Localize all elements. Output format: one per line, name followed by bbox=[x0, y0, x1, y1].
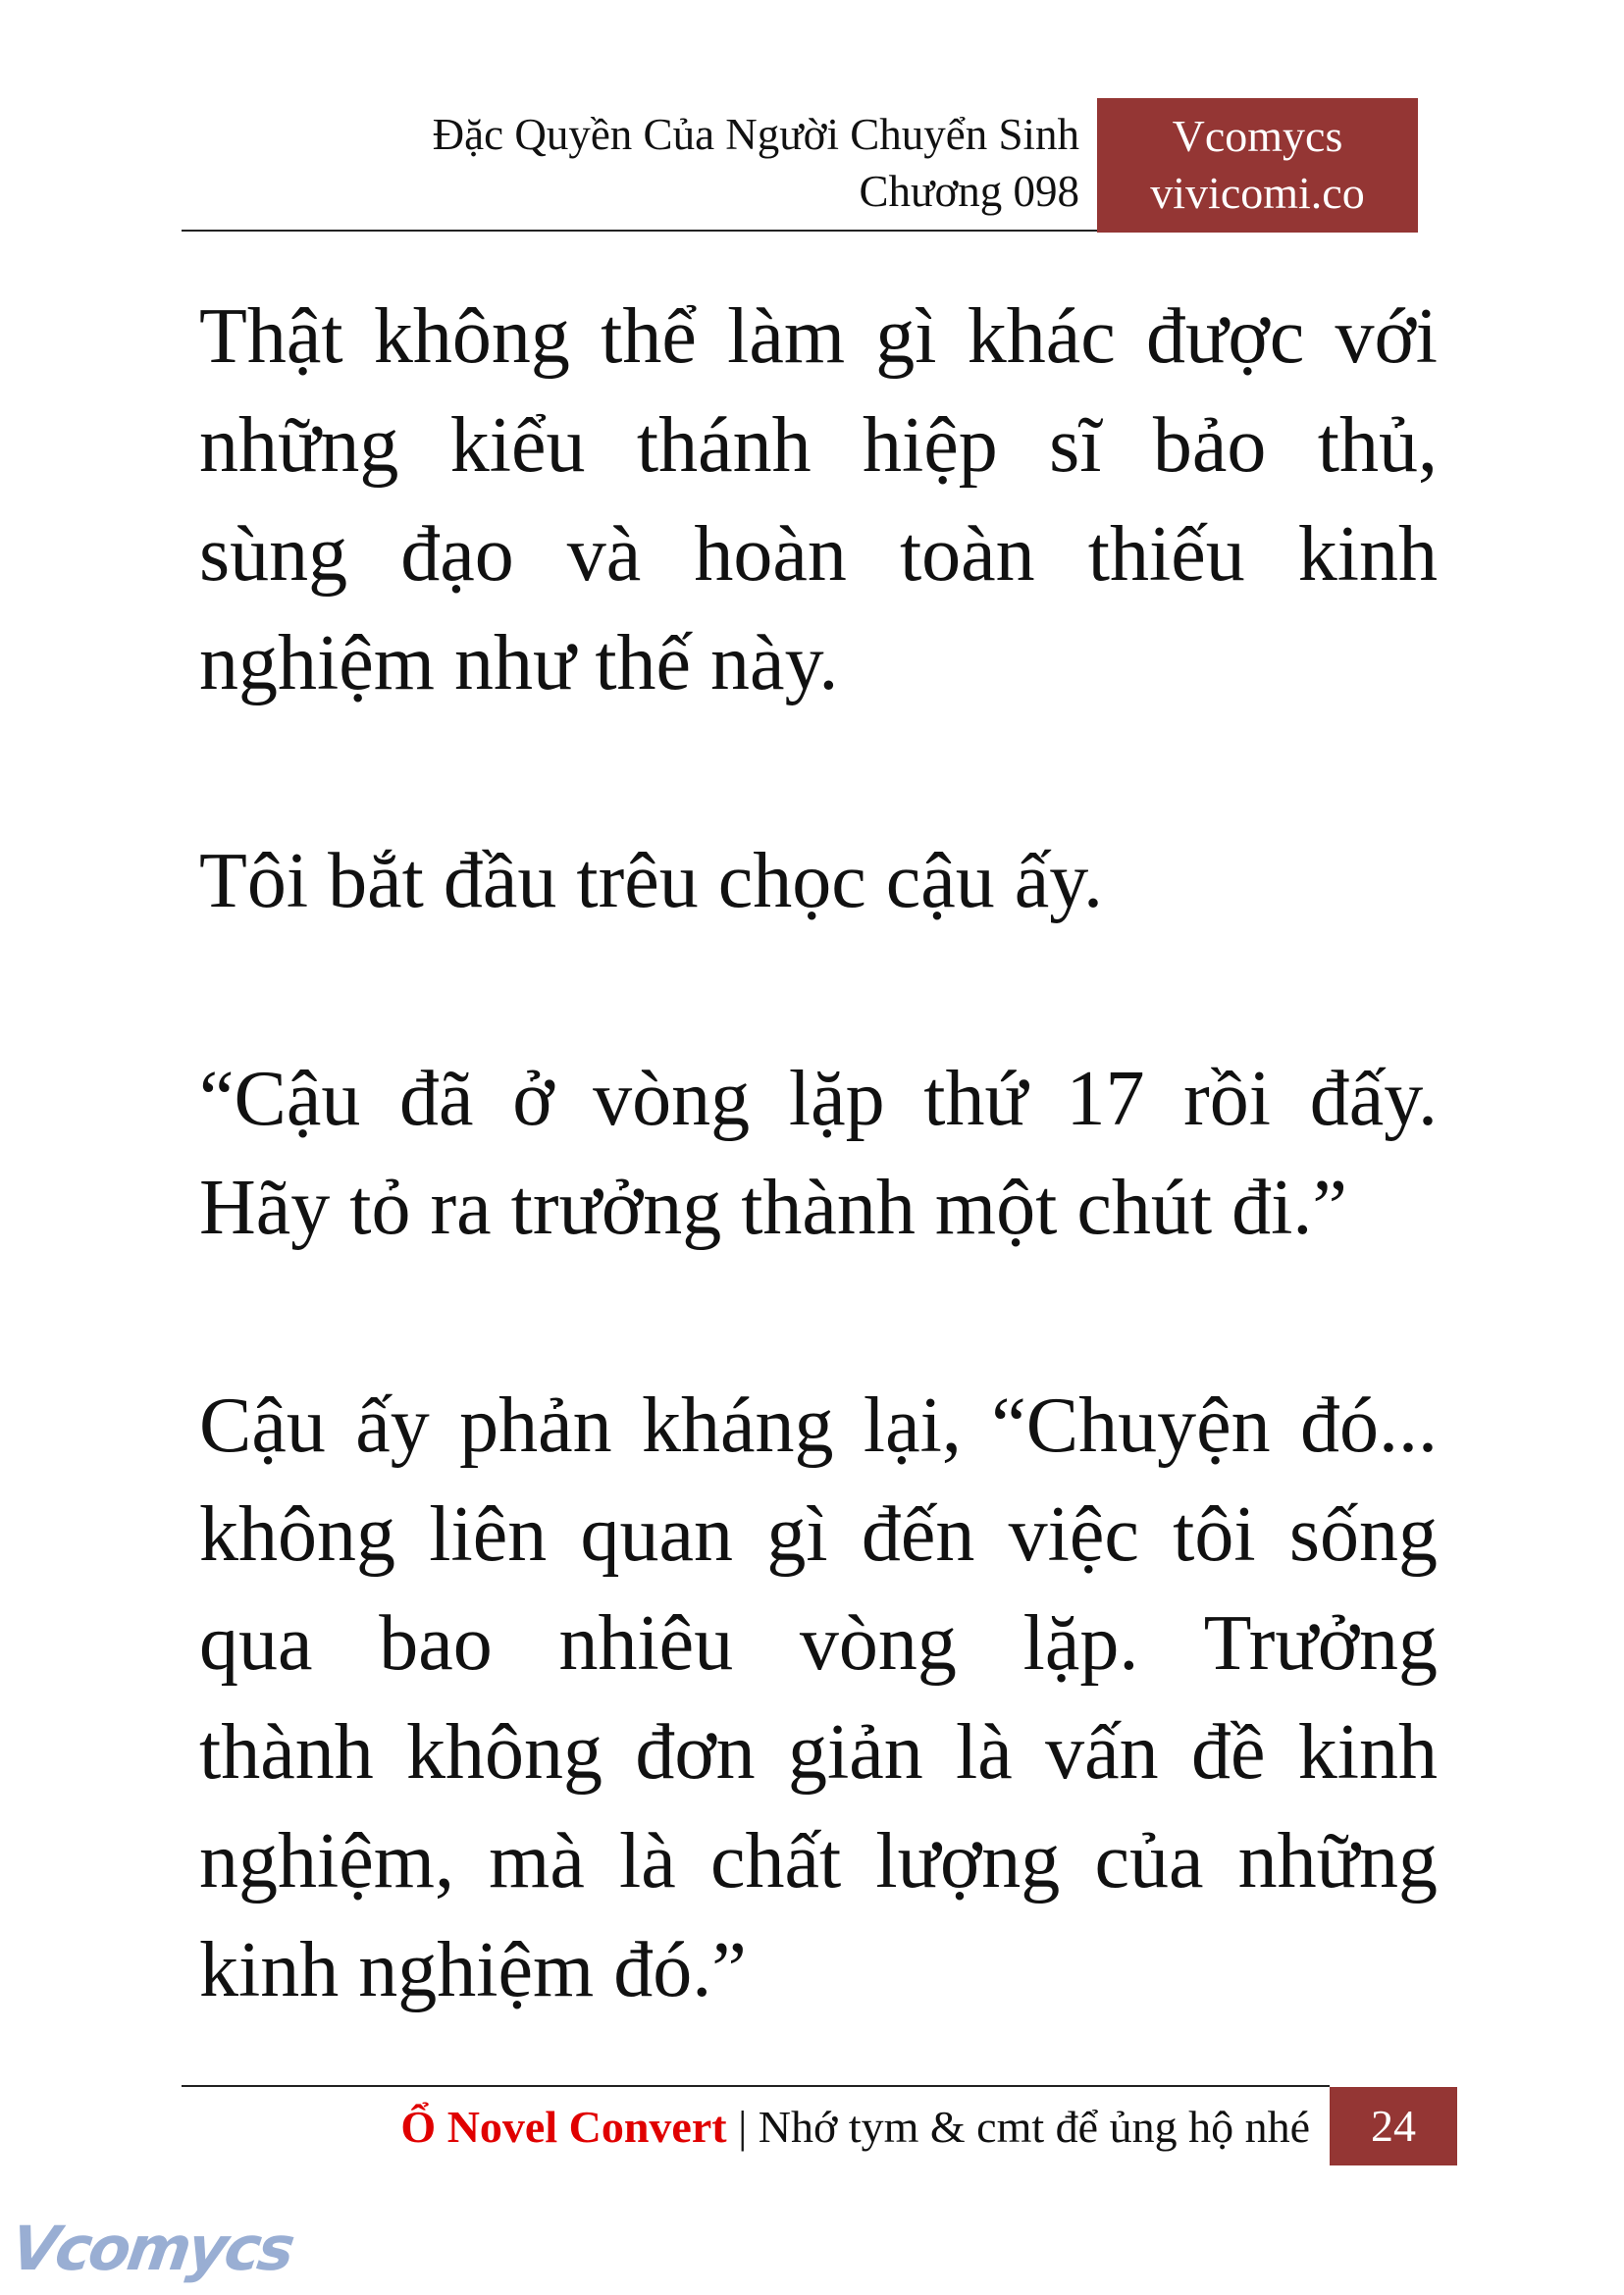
paragraph bbox=[199, 283, 1438, 718]
text-line: sùng đạo và hoàn toàn thiếu kinh bbox=[199, 511, 1438, 598]
chapter-body bbox=[199, 283, 1438, 2134]
header-title bbox=[433, 106, 1079, 220]
paragraph bbox=[199, 1372, 1438, 2025]
footer-divider bbox=[182, 2085, 1330, 2087]
text-line: qua bao nhiêu vòng lặp. Trưởng bbox=[199, 1600, 1438, 1687]
footer-text bbox=[400, 2098, 1310, 2157]
brand-name: Vcomycs bbox=[1172, 111, 1343, 161]
footer-message: Nhớ tym & cmt để ủng hộ nhé bbox=[758, 2102, 1310, 2152]
header-brand-box bbox=[1097, 98, 1418, 233]
watermark-logo: Vcomycs bbox=[6, 2213, 297, 2284]
site-name: vivicomi.co bbox=[1150, 168, 1365, 218]
chapter-label: Chương 098 bbox=[859, 167, 1079, 216]
paragraph bbox=[199, 1045, 1438, 1263]
header-divider bbox=[182, 230, 1097, 232]
text-line: nghiệm, mà là chất lượng của những bbox=[199, 1818, 1438, 1904]
footer-brand: Ổ Novel Convert bbox=[400, 2102, 727, 2152]
text-line: Hãy tỏ ra trưởng thành một chút đi.” bbox=[199, 1165, 1347, 1251]
text-line: nghiệm như thế này. bbox=[199, 620, 839, 706]
text-line: Tôi bắt đầu trêu chọc cậu ấy. bbox=[199, 838, 1104, 924]
text-line: những kiểu thánh hiệp sĩ bảo thủ, bbox=[199, 402, 1438, 489]
book-title: Đặc Quyền Của Người Chuyển Sinh bbox=[432, 110, 1079, 159]
text-line: thành không đơn giản là vấn đề kinh bbox=[199, 1709, 1438, 1796]
text-line: kinh nghiệm đó.” bbox=[199, 1927, 747, 2013]
text-line: Cậu ấy phản kháng lại, “Chuyện đó... bbox=[199, 1382, 1438, 1469]
page-number: 24 bbox=[1330, 2087, 1457, 2165]
text-line: Thật không thể làm gì khác được với bbox=[199, 293, 1438, 380]
paragraph bbox=[199, 827, 1438, 936]
text-line: không liên quan gì đến việc tôi sống bbox=[199, 1491, 1438, 1578]
text-line: “Cậu đã ở vòng lặp thứ 17 rồi đấy. bbox=[199, 1056, 1438, 1142]
footer-separator: | bbox=[738, 2102, 748, 2152]
